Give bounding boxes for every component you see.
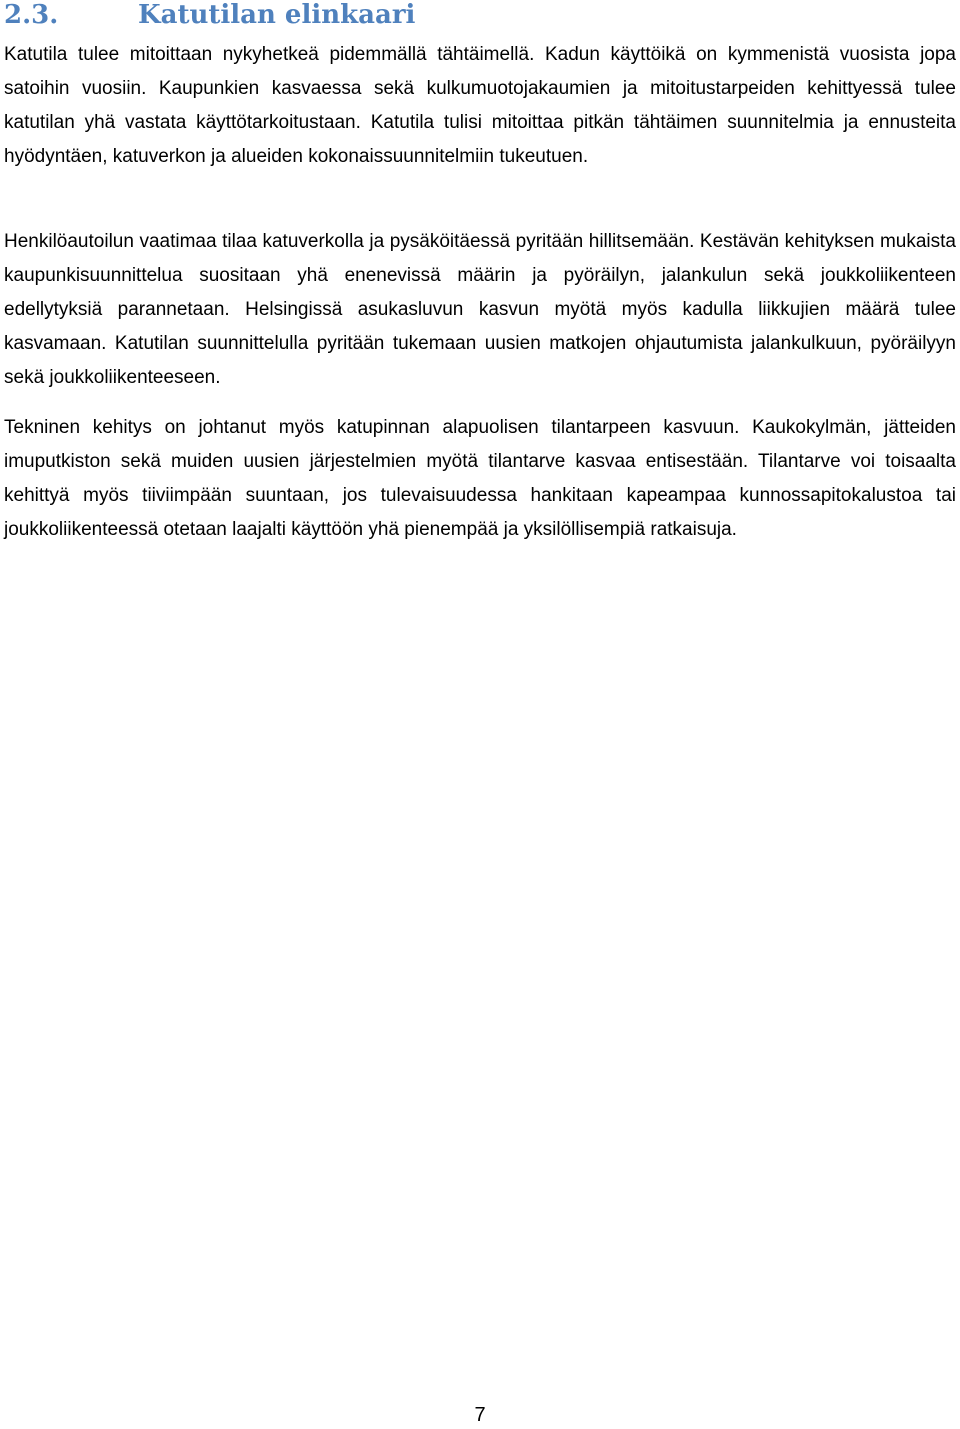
- section-number: 2.3.: [4, 0, 59, 30]
- page-number: 7: [474, 1404, 486, 1426]
- paragraph-sustainable-mobility: Henkilöautoilun vaatimaa tilaa katuverkolla ja pysäköitäessä pyritään hillitsemään. Kestävän kehityksen mukaista kaupunkisuunnittelua suositaan yhä enenevissä määrin ja pyöräilyn, jalankulun sekä joukkoliikenteen edellytyksiä parannetaan. Helsingissä asukasluvun kasvun myötä myös kadulla liikkujien määrä tulee kasvamaan. Katutilan suunnittelulla pyritään tukemaan uusien matkojen ohjautumista jalankulkuun, pyöräilyyn sekä joukkoliikenteeseen.: [4, 231, 956, 388]
- paragraph-street-lifecycle: Katutila tulee mitoittaan nykyhetkeä pidemmällä tähtäimellä. Kadun käyttöikä on kymmenistä vuosista jopa satoihin vuosiin. Kaupunkien kasvaessa sekä kulkumuotojakaumien ja mitoitustarpeiden kehittyessä tulee katutilan yhä vastata käyttötarkoitustaan. Katutila tulisi mitoittaa pitkän tähtäimen suunnitelmia ja ennusteita hyödyntäen, katuverkon ja alueiden kokonaissuunnitelmiin tukeutuen.: [4, 44, 956, 167]
- section-heading: [4, 0, 415, 34]
- paragraph-underground-space: Tekninen kehitys on johtanut myös katupinnan alapuolisen tilantarpeen kasvuun. Kaukokylmän, jätteiden imuputkiston sekä muiden uusien järjestelmien myötä tilantarve kasvaa entisestään. Tilantarve voi toisaalta kehittyä myös tiiviimpään suuntaan, jos tulevaisuudessa hankitaan kapeampaa kunnossapitokalustoa tai joukkoliikenteessä otetaan laajalti käyttöön yhä pienempää ja yksilöllisempiä ratkaisuja.: [4, 417, 956, 540]
- section-title: Katutilan elinkaari: [138, 0, 416, 30]
